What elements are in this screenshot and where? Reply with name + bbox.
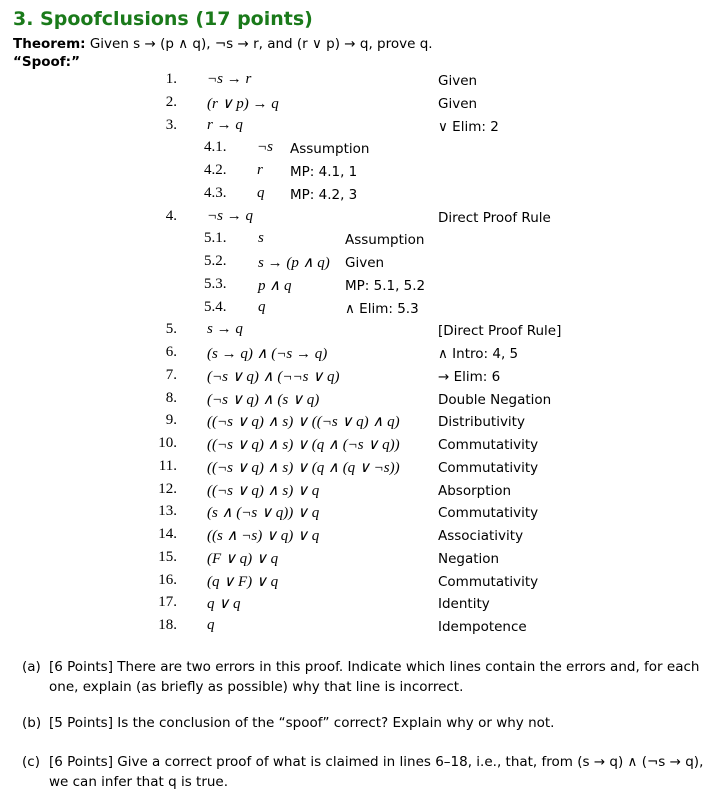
line-number: 18. [158, 617, 177, 633]
theorem [13, 36, 433, 52]
proof-line [0, 458, 720, 478]
question-text: [6 Points] There are two errors in this proof. Indicate which lines contain the errors and, for each one, explain (as briefly as possible) why that line is incorrect. [49, 659, 700, 695]
proof-line [0, 549, 720, 569]
justification: Commutativity [438, 505, 539, 522]
justification: → Elim: 6 [438, 368, 501, 385]
formula: ((¬s ∨ q) ∧ s) ∨ ((¬s ∨ q) ∧ q) [207, 414, 400, 431]
line-number: 5.4. [204, 298, 227, 315]
line-number: 13. [158, 503, 177, 520]
justification: Direct Proof Rule [438, 209, 551, 226]
formula: q ∨ q [207, 596, 241, 613]
question-label: (b) [22, 715, 42, 731]
line-number: 16. [158, 571, 177, 588]
proof-line [0, 526, 720, 546]
proof-line [0, 162, 720, 182]
proof-line [0, 617, 720, 637]
proof-line [0, 230, 720, 250]
formula: r → q [207, 116, 243, 133]
formula: (¬s ∨ q) ∧ (s ∨ q) [207, 391, 320, 408]
justification: Idempotence [438, 619, 527, 635]
line-number: 6. [165, 344, 177, 360]
line-number: 9. [165, 412, 177, 429]
line-number: 10. [158, 435, 177, 451]
theorem-label: Theorem: [13, 36, 86, 52]
proof-line [0, 344, 720, 364]
line-number: 5. [165, 321, 177, 338]
formula: ¬s → r [207, 71, 252, 87]
proof-line [0, 390, 720, 410]
justification: ∨ Elim: 2 [438, 118, 499, 135]
formula: q [257, 184, 265, 201]
line-number: 2. [165, 93, 177, 110]
formula: r [257, 162, 263, 178]
formula: (¬s ∨ q) ∧ (¬¬s ∨ q) [207, 368, 340, 385]
justification: Associativity [438, 528, 524, 544]
proof-line [0, 367, 720, 387]
question-c [22, 752, 707, 792]
line-number: 4. [165, 207, 177, 224]
proof-line [0, 94, 720, 114]
justification: Negation [438, 550, 500, 567]
justification: Double Negation [438, 391, 552, 408]
justification: Commutativity [438, 437, 539, 453]
formula: (r ∨ p) → q [207, 95, 279, 112]
justification: MP: 5.1, 5.2 [345, 277, 426, 294]
justification: Given [438, 73, 478, 89]
formula: q [207, 617, 215, 633]
proof-line [0, 185, 720, 205]
formula: s [258, 230, 264, 247]
justification: Assumption [345, 232, 425, 249]
question-text: [5 Points] Is the conclusion of the “spoof” correct? Explain why or why not. [49, 715, 555, 731]
formula: s → (p ∧ q) [258, 255, 330, 271]
justification: ∧ Intro: 4, 5 [438, 346, 519, 362]
line-number: 14. [158, 526, 177, 542]
proof-line [0, 321, 720, 341]
line-number: 4.1. [204, 139, 227, 156]
proof-line [0, 594, 720, 614]
proof-line [0, 572, 720, 592]
line-number: 17. [158, 594, 177, 611]
justification: ∧ Elim: 5.3 [345, 300, 419, 317]
proof-line [0, 299, 720, 319]
formula: (F ∨ q) ∨ q [207, 550, 279, 567]
question-b [22, 713, 707, 733]
proof-line [0, 139, 720, 159]
proof-line [0, 117, 720, 137]
formula: ¬s [257, 139, 273, 156]
formula: (s → q) ∧ (¬s → q) [207, 346, 328, 362]
formula: (s ∧ (¬s ∨ q)) ∨ q [207, 505, 320, 522]
justification: Commutativity [438, 573, 539, 590]
line-number: 1. [165, 71, 177, 87]
section-title: 3. Spoofclusions (17 points) [13, 8, 313, 30]
formula: ((s ∧ ¬s) ∨ q) ∨ q [207, 528, 320, 544]
proof-line [0, 435, 720, 455]
justification: Given [345, 255, 385, 271]
line-number: 15. [158, 548, 177, 565]
question-label: (a) [22, 659, 41, 675]
justification: [Direct Proof Rule] [438, 323, 562, 340]
justification: Identity [438, 596, 490, 613]
justification: Given [438, 95, 478, 112]
spoof-label: “Spoof:” [13, 54, 80, 70]
line-number: 11. [158, 457, 177, 474]
proof-line [0, 208, 720, 228]
justification: Assumption [290, 141, 370, 158]
formula: s → q [207, 321, 243, 338]
formula: ¬s → q [207, 207, 253, 224]
proof-line [0, 276, 720, 296]
proof-line [0, 71, 720, 91]
formula: ((¬s ∨ q) ∧ s) ∨ (q ∧ (q ∨ ¬s)) [207, 459, 400, 476]
line-number: 5.1. [204, 230, 227, 247]
line-number: 12. [158, 480, 177, 497]
proof-line [0, 481, 720, 501]
justification: MP: 4.1, 1 [290, 164, 358, 180]
line-number: 4.2. [204, 162, 227, 178]
line-number: 5.3. [204, 275, 227, 292]
proof-line [0, 253, 720, 273]
justification: MP: 4.2, 3 [290, 186, 358, 203]
justification: Distributivity [438, 414, 525, 431]
line-number: 8. [165, 389, 177, 406]
proof-line [0, 503, 720, 523]
line-number: 5.2. [204, 253, 227, 269]
formula: (q ∨ F) ∨ q [207, 573, 279, 590]
question-text: [6 Points] Give a correct proof of what is claimed in lines 6–18, i.e., that, from (s → q) ∧ (¬s → q), we can infer that q is true. [49, 754, 704, 790]
formula: q [258, 298, 266, 315]
line-number: 3. [165, 116, 177, 133]
justification: Commutativity [438, 459, 539, 476]
theorem-text: Given s → (p ∧ q), ¬s → r, and (r ∨ p) → q, prove q. [89, 36, 433, 52]
proof-line [0, 412, 720, 432]
formula: ((¬s ∨ q) ∧ s) ∨ q [207, 482, 320, 499]
question-label: (c) [22, 754, 40, 770]
formula: p ∧ q [258, 277, 292, 294]
justification: Absorption [438, 482, 512, 499]
formula: ((¬s ∨ q) ∧ s) ∨ (q ∧ (¬s ∨ q)) [207, 437, 400, 453]
line-number: 4.3. [204, 184, 227, 201]
line-number: 7. [165, 366, 177, 383]
question-a [22, 657, 707, 697]
